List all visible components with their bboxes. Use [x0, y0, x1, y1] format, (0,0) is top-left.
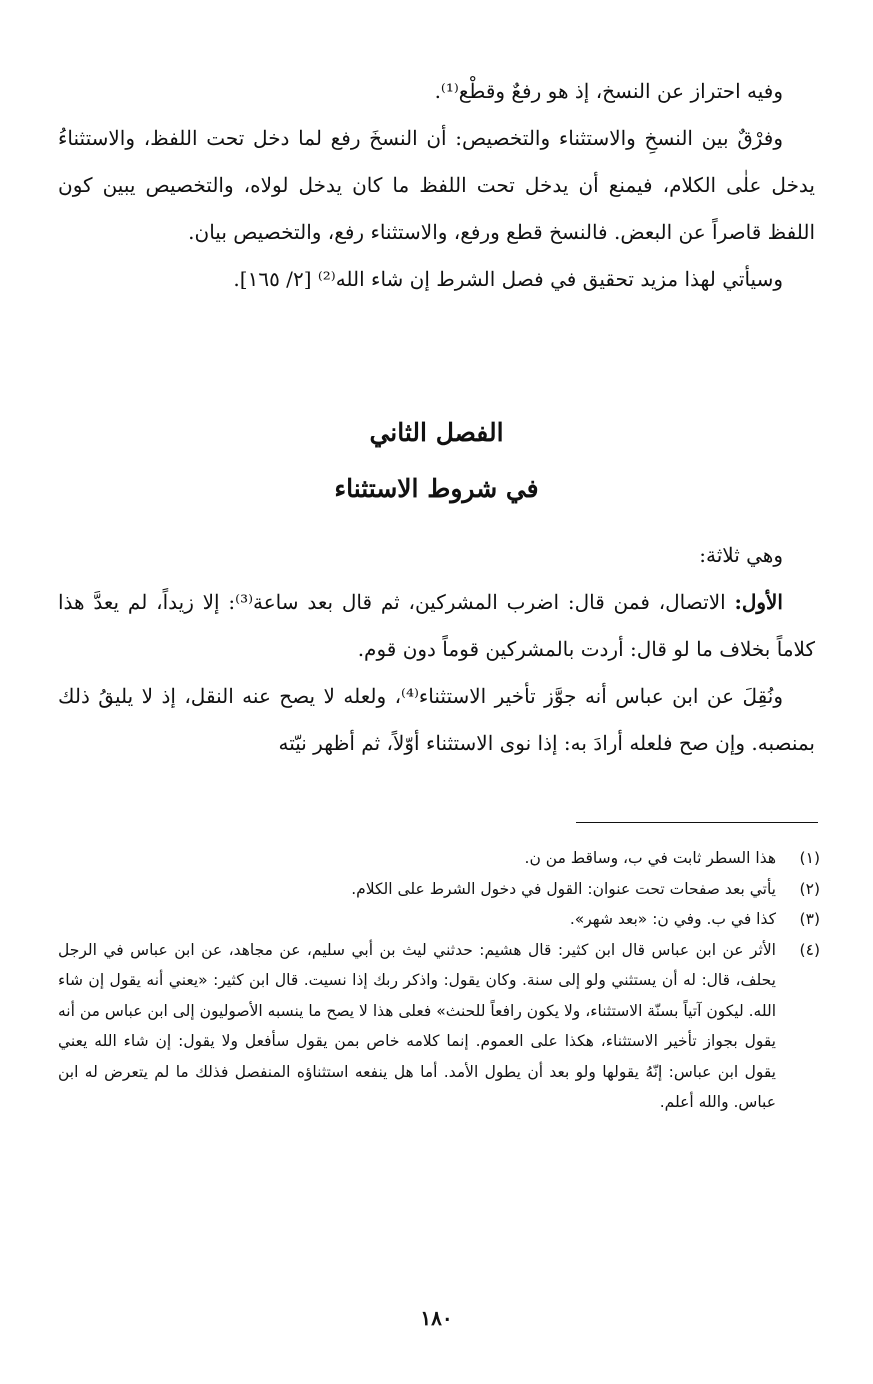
chapter-subtitle: في شروط الاستثناء	[334, 474, 539, 503]
footnote-text: الأثر عن ابن عباس قال ابن كثير: قال هشيم: حدثني ليث بن أبي سليم، عن مجاهد، عن ابن عباس في الرجل يحلف، قال: له أن يستثني ولو إلى سنة. وكان يقول: واذكر ربك إذا نسيت. قال ابن كثير: «يعني أنه يقول إن شاء الله. ليكون آتياً بسنّة الاستثناء، ولا يكون رافعاً للحنث» فعلى هذا لا يصح ما ينسبه الأصوليون إلى ابن عباس من أنه يقول بجواز تأخير الاستثناء، هكذا على العموم. إنما كلامه خاص بمن يقول سأفعل ولا يقول: إن شاء الله يعني يقول ابن عباس: إنّهُ يقولها ولو بعد أن يطول الأمد. أما هل ينفعه استثناؤه المنفصل فذلك ما لم يتعرض له ابن عباس. والله أعلم.	[58, 940, 776, 1111]
footnote-3	[58, 904, 820, 935]
chapter-title: الفصل الثاني	[369, 418, 504, 447]
footnotes	[58, 843, 820, 1118]
first-condition-text: الاتصال، فمن قال: اضرب المشركين، ثم قال بعد ساعة⁽³⁾: إلا زيداً، لم يعدَّ هذا كلاماً بخلاف ما لو قال: أردت بالمشركين قوماً دون قوم.	[58, 590, 815, 661]
footnote-text: هذا السطر ثابت في ب، وساقط من ن.	[524, 849, 776, 867]
chapter-body	[58, 532, 815, 767]
paragraph-difference: وفرْقٌ بين النسخِ والاستثناء والتخصيص: أن النسخَ رفع لما دخل تحت اللفظ، والاستثناءُ يدخل علٰى الكلام، فيمنع أن يدخل تحت اللفظ ما كان يدخل لولاه، والتخصيص يبين كون اللفظ قاصراً عن البعض. فالنسخ قطع ورفع، والاستثناء رفع، والتخصيص بيان.	[58, 126, 815, 244]
first-condition-label: الأول:	[734, 590, 783, 614]
footnote-number: (٤)	[799, 940, 820, 959]
footnote-text: يأتي بعد صفحات تحت عنوان: القول في دخول الشرط على الكلام.	[351, 879, 776, 898]
paragraph-intro: وهي ثلاثة:	[699, 543, 783, 567]
footnote-4	[58, 935, 820, 1118]
opening-paragraphs	[58, 68, 815, 303]
footnote-2	[58, 874, 820, 905]
paragraph-first-condition	[58, 579, 815, 673]
footnote-number: (٢)	[799, 879, 820, 898]
footnote-number: (١)	[799, 849, 820, 867]
footnote-number: (٣)	[799, 910, 820, 928]
paragraph-ibn-abbas: ونُقِلَ عن ابن عباس أنه جوَّز تأخير الاستثناء⁽⁴⁾، ولعله لا يصح عنه النقل، إذ لا يليقُ ذلك بمنصبه. وإن صح فلعله أرادَ به: إذا نوى الاستثناء أوّلاً، ثم أظهر نيّته	[58, 684, 815, 755]
footnote-separator	[576, 822, 818, 823]
footnote-1	[58, 843, 820, 874]
page-number: ١٨٠	[420, 1306, 453, 1330]
paragraph-cross-reference: وسيأتي لهذا مزيد تحقيق في فصل الشرط إن شاء الله⁽²⁾ [٢/ ١٦٥].	[233, 267, 783, 291]
footnote-text: كذا في ب. وفي ن: «بعد شهر».	[569, 910, 776, 928]
paragraph-naskh-note: وفيه احتراز عن النسخ، إذ هو رفعٌ وقطْع⁽¹⁾.	[434, 79, 783, 103]
